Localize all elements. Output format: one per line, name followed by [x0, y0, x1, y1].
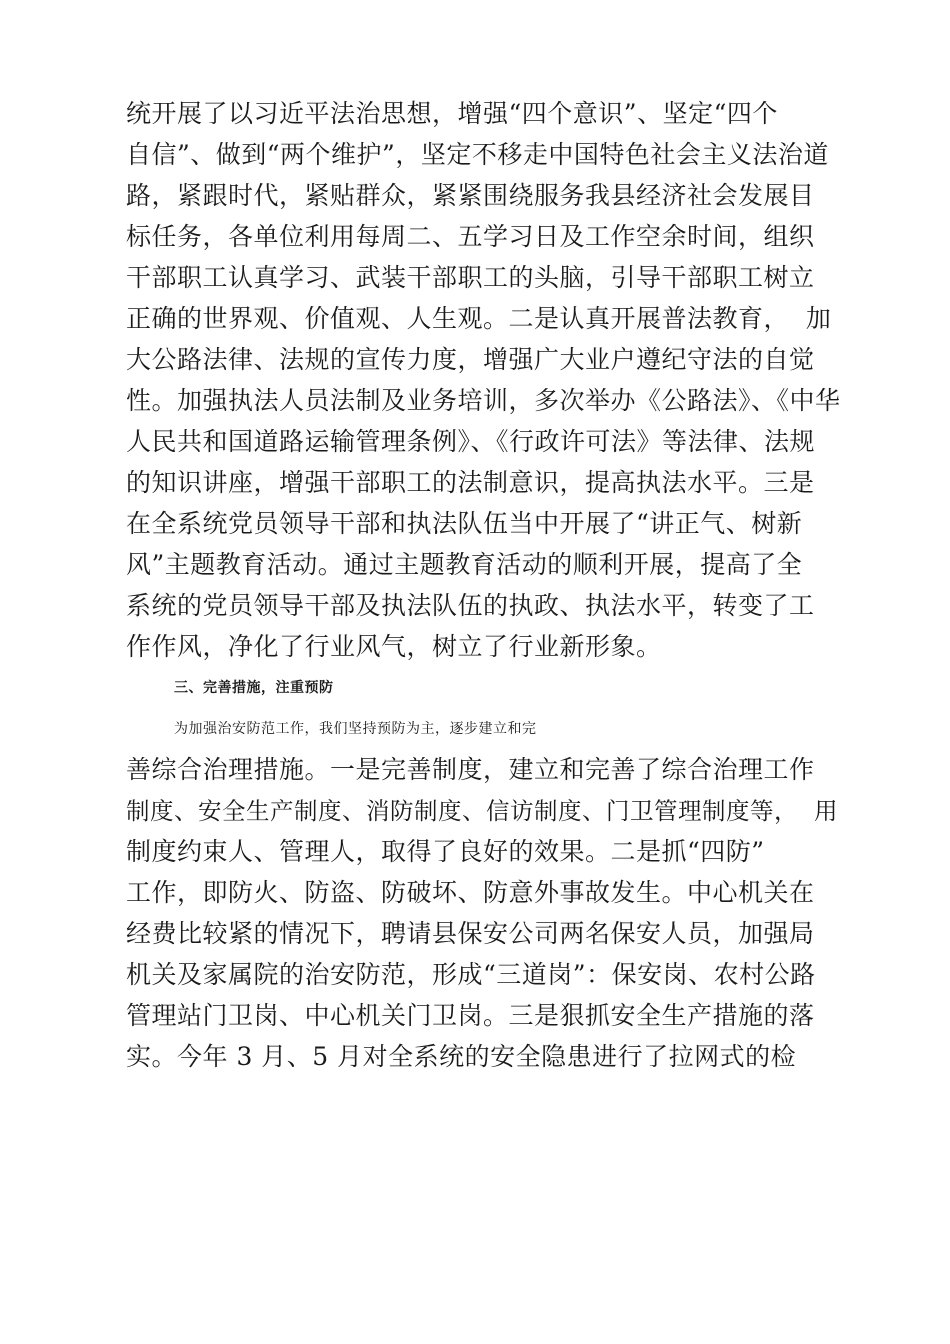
- paragraph-1-line: 标任务，各单位利用每周二、五学习日及工作空余时间，组织: [126, 222, 815, 251]
- paragraph-2-line: 机关及家属院的治安防范，形成“三道岗”：保安岗、农村公路: [126, 960, 816, 989]
- paragraph-1-line: 风”主题教育活动。通过主题教育活动的顺利开展，提高了全: [126, 550, 803, 579]
- paragraph-2-line: 善综合治理措施。一是完善制度，建立和完善了综合治理工作: [126, 755, 815, 784]
- paragraph-2-line: 经费比较紧的情况下，聘请县保安公司两名保安人员，加强局: [126, 919, 815, 948]
- paragraph-1-line: 路，紧跟时代，紧贴群众，紧紧围绕服务我县经济社会发展目: [126, 181, 815, 210]
- paragraph-2-line: 实。今年 3 月、5 月对全系统的安全隐患进行了拉网式的检: [126, 1042, 797, 1071]
- paragraph-1-line: 正确的世界观、价值观、人生观。二是认真开展普法教育， 加: [126, 304, 832, 333]
- paragraph-2-line: 工作，即防火、防盗、防破坏、防意外事故发生。中心机关在: [126, 878, 815, 907]
- paragraph-1-line: 大公路法律、法规的宣传力度，增强广大业户遵纪守法的自觉: [126, 345, 815, 374]
- paragraph-2-line: 为加强治安防范工作，我们坚持预防为主，逐步建立和完: [174, 721, 537, 737]
- paragraph-2-line: 制度约束人、管理人，取得了良好的效果。二是抓“四防”: [126, 837, 765, 866]
- paragraph-1-line: 性。加强执法人员法制及业务培训，多次举办《公路法》、《中华: [126, 386, 841, 415]
- paragraph-1-line: 系统的党员领导干部及执法队伍的执政、执法水平，转变了工: [126, 591, 815, 620]
- paragraph-1-line: 的知识讲座，增强干部职工的法制意识，提高执法水平。三是: [126, 468, 815, 497]
- paragraph-2-line: 管理站门卫岗、中心机关门卫岗。三是狠抓安全生产措施的落: [126, 1001, 815, 1030]
- paragraph-1-line: 在全系统党员领导干部和执法队伍当中开展了“讲正气、树新: [126, 509, 803, 538]
- paragraph-1-line: 自信”、做到“两个维护”，坚定不移走中国特色社会主义法治道: [126, 140, 829, 169]
- paragraph-1-line: 作作风，净化了行业风气，树立了行业新形象。: [126, 632, 662, 661]
- paragraph-1-line: 人民共和国道路运输管理条例》、《行政许可法》等法律、法规: [126, 427, 816, 456]
- section-heading: 三、完善措施，注重预防: [174, 680, 334, 696]
- paragraph-1-line: 干部职工认真学习、武装干部职工的头脑，引导干部职工树立: [126, 263, 815, 292]
- paragraph-1-line: 统开展了以习近平法治思想，增强“四个意识”、坚定“四个: [126, 99, 778, 128]
- paragraph-2-line: 制度、安全生产制度、消防制度、信访制度、门卫管理制度等， 用: [126, 797, 838, 825]
